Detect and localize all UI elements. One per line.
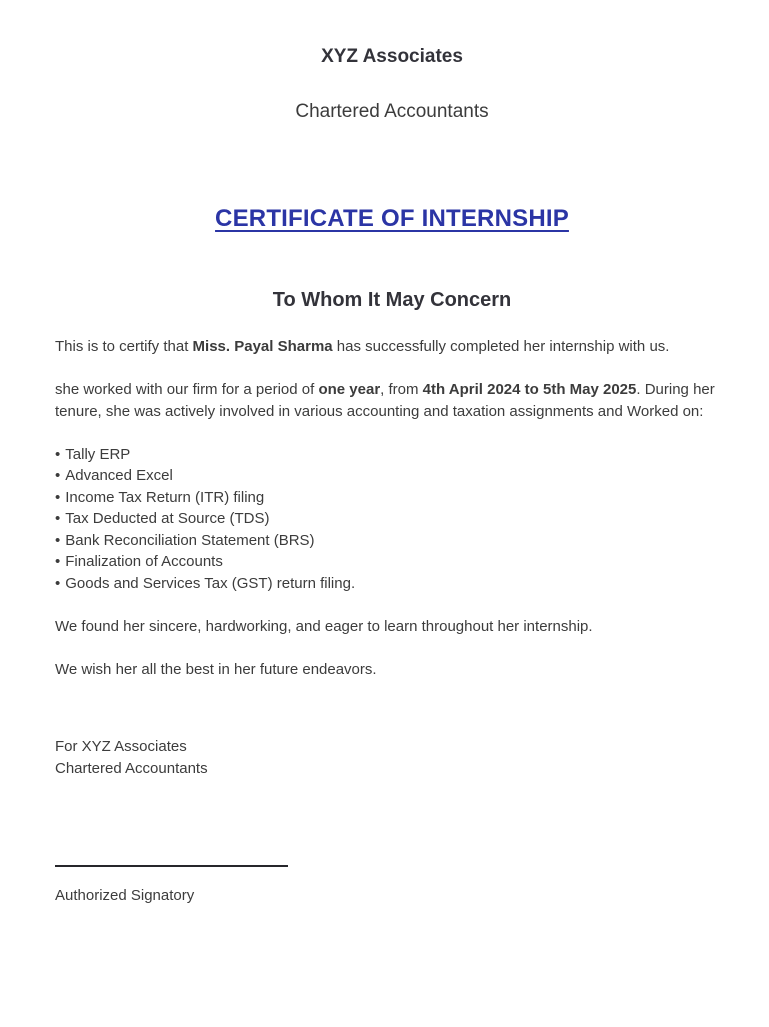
bullet-marker: •: [55, 488, 61, 506]
skill-label: Tax Deducted at Source (TDS): [65, 510, 270, 527]
skill-label: Tally ERP: [65, 445, 131, 463]
tenure-run: . During her tenure, she was actively involved in various accounting and taxation assignments and Worked on:: [55, 381, 715, 420]
signature-block: [55, 736, 729, 779]
intern-name: Miss. Payal Sharma: [192, 338, 333, 355]
certify-run: has successfully completed her internship with us.: [332, 338, 670, 355]
certify-run: This is to certify that: [55, 338, 193, 355]
firm-name: XYZ Associates: [321, 46, 463, 67]
skills-list-item: [55, 530, 729, 552]
certificate-title-text: CERTIFICATE OF INTERNSHIP: [215, 205, 569, 232]
bullet-marker: •: [55, 467, 61, 484]
bullet-marker: •: [55, 574, 61, 592]
skills-list-item: [55, 465, 729, 487]
signature-line: [55, 865, 288, 867]
certify-paragraph: [55, 336, 715, 358]
tenure-run: she worked with our firm for a period of: [55, 381, 319, 398]
skills-list-item: [55, 487, 729, 509]
signature-for-line: For XYZ Associates: [55, 738, 187, 755]
certificate-title: [55, 204, 729, 237]
skills-list-item: [55, 551, 729, 573]
skill-label: Bank Reconciliation Statement (BRS): [65, 531, 315, 549]
skills-list-item: [55, 444, 729, 466]
bullet-marker: •: [55, 531, 61, 549]
skill-label: Advanced Excel: [65, 467, 173, 484]
bullet-marker: •: [55, 553, 61, 570]
tenure-paragraph: [55, 379, 715, 422]
appreciation-paragraph: We found her sincere, hardworking, and eager to learn throughout her internship.: [55, 617, 593, 635]
skills-list-item: [55, 573, 729, 595]
tenure-dates: 4th April 2024 to 5th May 2025: [422, 381, 637, 398]
firm-subtitle: Chartered Accountants: [295, 101, 489, 122]
bullet-marker: •: [55, 445, 61, 463]
signature-firm-type: Chartered Accountants: [55, 759, 208, 777]
tenure-duration: one year: [318, 381, 381, 398]
skill-label: Income Tax Return (ITR) filing: [65, 488, 265, 506]
skills-list: [55, 444, 729, 595]
bullet-marker: •: [55, 510, 61, 527]
salutation: To Whom It May Concern: [272, 289, 512, 311]
closing-paragraph: We wish her all the best in her future endeavors.: [55, 660, 377, 678]
skills-list-item: [55, 508, 729, 530]
skill-label: Goods and Services Tax (GST) return filing.: [65, 574, 356, 592]
skill-label: Finalization of Accounts: [65, 553, 223, 570]
tenure-run: , from: [380, 381, 423, 398]
authorized-signatory-label: Authorized Signatory: [55, 887, 195, 904]
